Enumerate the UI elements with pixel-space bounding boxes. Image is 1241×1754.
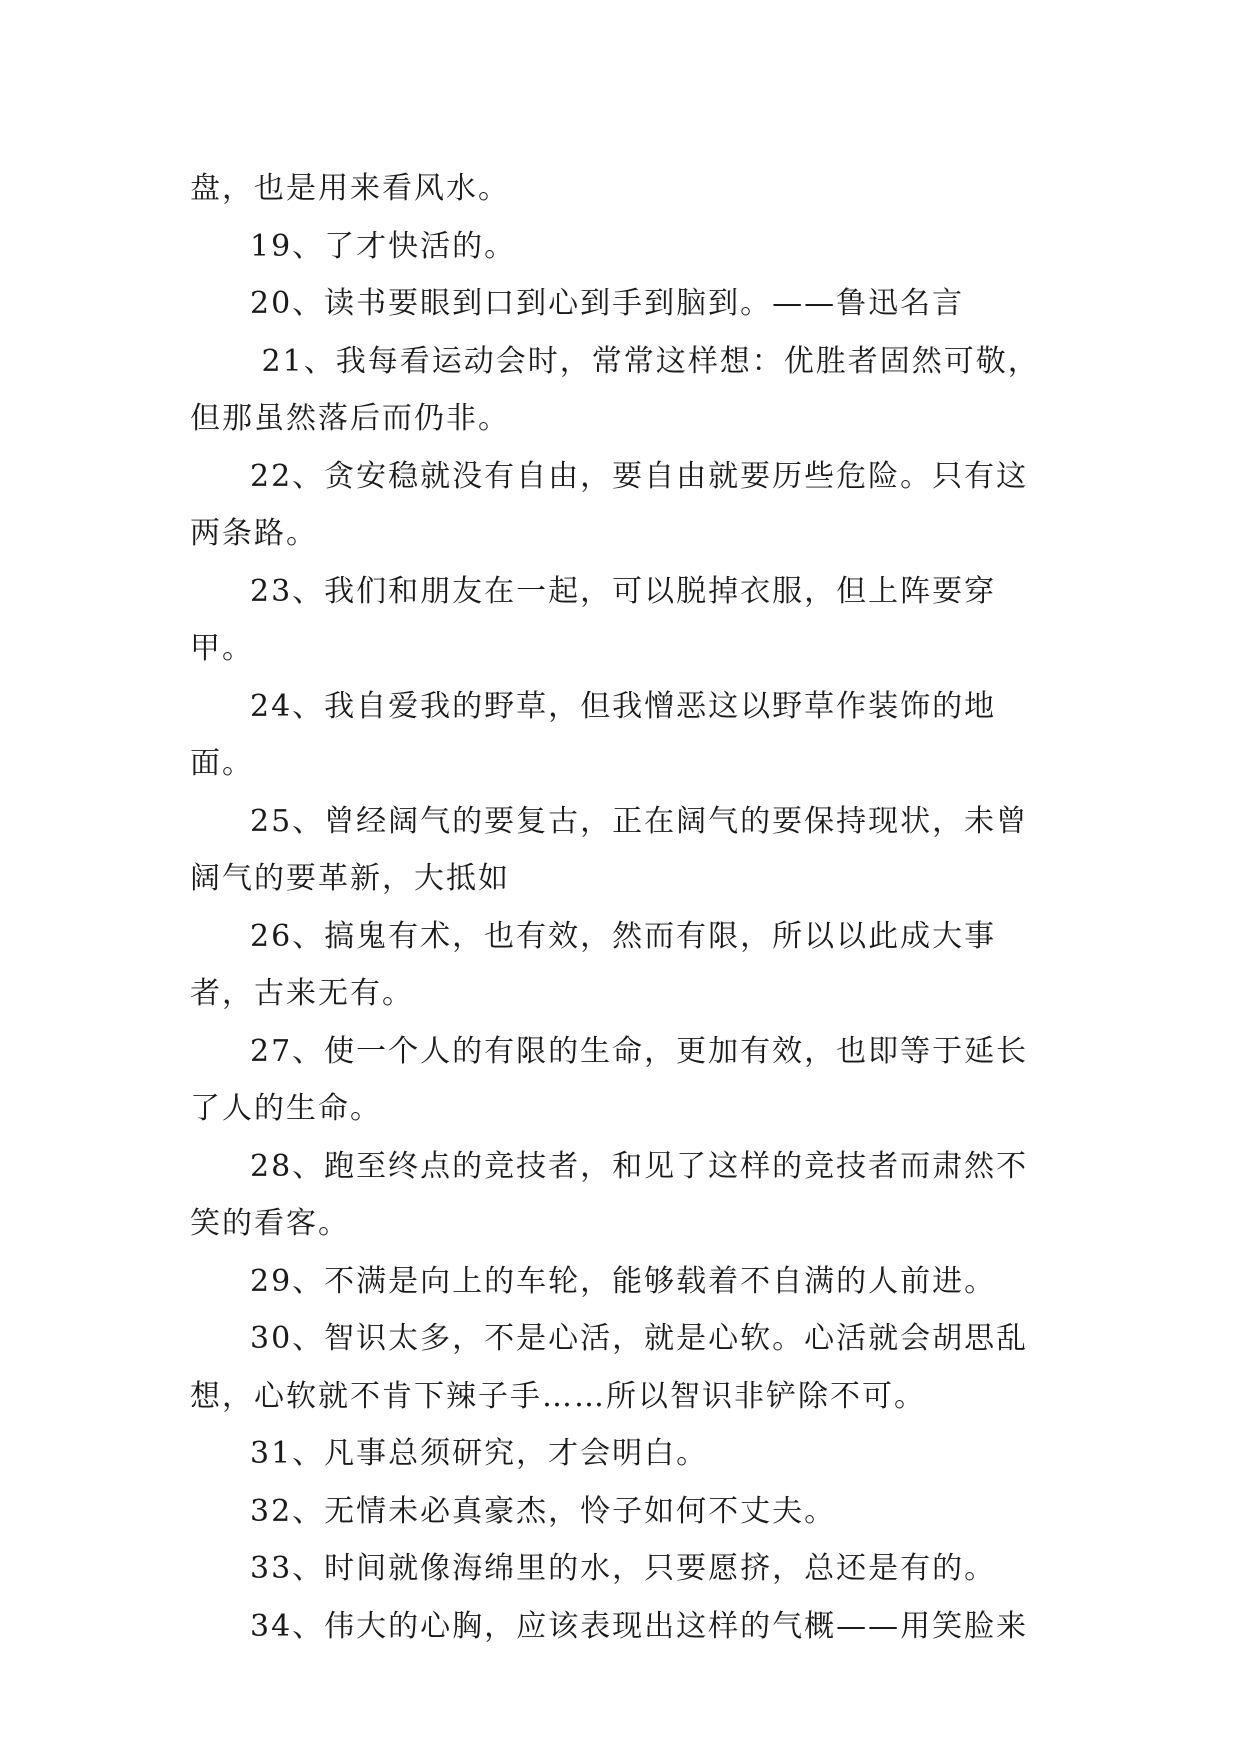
quote-29: 29、不满是向上的车轮，能够载着不自满的人前进。 [250,1263,997,1299]
quote-32: 32、无情未必真豪杰，怜子如何不丈夫。 [250,1493,837,1529]
quote-19: 19、了才快活的。 [250,228,517,264]
quote-20: 20、读书要眼到口到心到手到脑到。——鲁迅名言 [250,286,965,321]
quote-24: 24、我自爱我的野草，但我憎恶这以野草作装饰的地面。 [190,688,997,781]
quote-34: 34、伟大的心胸，应该表现出这样的气概——用笑脸来 [250,1608,1029,1644]
paragraph-continued: 盘，也是用来看风水。 [190,171,510,206]
quote-25: 25、曾经阔气的要复古，正在阔气的要保持现状，未曾阔气的要革新，大抵如 [190,803,1029,896]
quote-33: 33、时间就像海绵里的水，只要愿挤，总还是有的。 [250,1551,997,1586]
quote-28: 28、跑至终点的竞技者，和见了这样的竞技者而肃然不笑的看客。 [190,1148,1029,1241]
quote-31: 31、凡事总须研究，才会明白。 [250,1436,709,1471]
quote-27: 27、使一个人的有限的生命，更加有效，也即等于延长了人的生命。 [190,1033,1029,1126]
quote-23: 23、我们和朋友在一起，可以脱掉衣服，但上阵要穿甲。 [190,573,997,666]
body-text [190,160,1060,1655]
quote-30: 30、智识太多，不是心活，就是心软。心活就会胡思乱想，心软就不肯下辣子手……所以智识非铲除不可。 [190,1321,1029,1414]
quote-22: 22、贪安稳就没有自由，要自由就要历些危险。只有这两条路。 [190,458,1029,551]
quote-21: 21、我每看运动会时，常常这样想：优胜者固然可敬，但那虽然落后而仍非。 [190,343,1040,436]
quote-26: 26、搞鬼有术，也有效，然而有限，所以以此成大事者，古来无有。 [190,918,997,1011]
